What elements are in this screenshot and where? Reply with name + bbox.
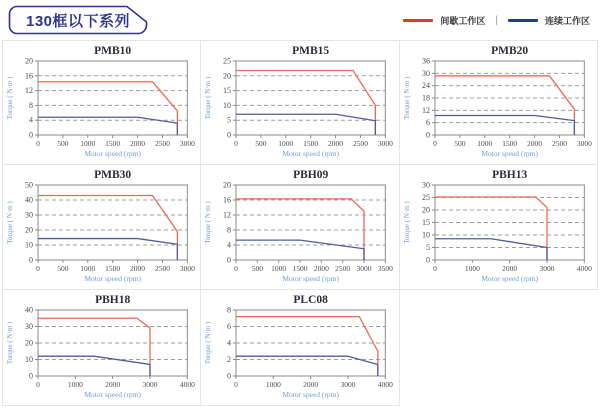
y-tick-label: 25: [223, 56, 232, 66]
x-tick-label: 4000: [378, 380, 394, 389]
x-tick-label: 2000: [130, 139, 146, 148]
chart-cell-pbh13: [400, 165, 598, 290]
y-tick-label: 4: [227, 338, 232, 348]
x-tick-label: 2500: [154, 264, 170, 273]
series-line-continuous: [38, 239, 177, 260]
x-tick-label: 3000: [179, 139, 195, 148]
x-tick-label: 0: [36, 139, 40, 148]
y-tick-label: 36: [421, 56, 430, 66]
x-tick-label: 4000: [576, 264, 592, 273]
y-tick-label: 12: [223, 210, 232, 220]
x-tick-label: 4000: [179, 380, 195, 389]
y-tick-label: 10: [223, 100, 232, 110]
series-line-continuous: [236, 114, 375, 135]
intermittent-line-swatch: [403, 19, 433, 22]
y-tick-label: 30: [421, 180, 430, 190]
y-tick-label: 6: [425, 118, 430, 128]
y-tick-label: 12: [25, 86, 33, 96]
y-tick-label: 5: [425, 243, 430, 252]
x-tick-label: 3000: [340, 380, 356, 389]
y-tick-label: 20: [223, 180, 232, 190]
x-tick-label: 1500: [105, 139, 121, 148]
chart-title: PBH18: [95, 294, 131, 306]
x-tick-label: 2000: [314, 264, 330, 273]
chart-title: PMB15: [292, 45, 330, 57]
legend-label: 连续工作区: [544, 15, 590, 26]
x-axis-label: Motor speed (rpm): [282, 149, 340, 158]
empty-cell: [400, 290, 598, 406]
page-title: 130框以下系列: [25, 12, 131, 30]
chart-cell-pmb15: [201, 41, 399, 165]
x-tick-label: 500: [252, 264, 264, 273]
y-tick-label: 24: [421, 81, 430, 91]
x-tick-label: 500: [57, 139, 69, 148]
continuous-line-swatch: [508, 19, 538, 22]
y-tick-label: 8: [29, 100, 33, 110]
y-tick-label: 50: [25, 180, 33, 190]
y-tick-label: 0: [227, 371, 232, 381]
series-line-intermittent: [236, 199, 364, 260]
x-tick-label: 0: [432, 264, 437, 273]
chart-title: PBH09: [293, 169, 329, 181]
y-tick-label: 4: [29, 115, 33, 125]
chart-grid: [2, 40, 598, 406]
chart-pbh09: [201, 165, 398, 289]
x-axis-label: Motor speed (rpm): [480, 274, 538, 283]
y-axis-label: Torque ( N·m ): [402, 201, 411, 244]
series-line-intermittent: [236, 317, 378, 376]
y-axis-label: Torque ( N·m ): [6, 201, 14, 244]
y-tick-label: 10: [25, 240, 33, 250]
series-line-intermittent: [435, 197, 547, 260]
x-axis-label: Motor speed (rpm): [84, 274, 141, 283]
y-axis-label: Torque ( N·m ): [6, 76, 14, 120]
y-tick-label: 20: [25, 338, 33, 348]
x-tick-label: 3000: [142, 380, 158, 389]
x-tick-label: 1000: [464, 264, 480, 273]
chart-plc08: [201, 290, 398, 405]
x-tick-label: 500: [453, 139, 466, 148]
chart-cell-pmb10: [3, 41, 201, 165]
x-tick-label: 2000: [130, 264, 146, 273]
series-line-intermittent: [38, 82, 177, 135]
y-tick-label: 20: [223, 71, 232, 81]
x-tick-label: 2500: [551, 139, 567, 148]
chart-pbh18: [3, 290, 200, 405]
y-tick-label: 20: [421, 205, 430, 215]
x-axis-label: Motor speed (rpm): [480, 149, 538, 158]
x-tick-label: 1500: [501, 139, 517, 148]
y-tick-label: 30: [25, 322, 33, 331]
y-tick-label: 15: [223, 86, 232, 96]
x-tick-label: 2500: [353, 139, 369, 148]
x-tick-label: 1000: [80, 139, 96, 148]
legend-label: 间歇工作区: [440, 15, 486, 26]
x-tick-label: 500: [57, 264, 69, 273]
y-tick-label: 5: [227, 115, 232, 125]
series-line-continuous: [236, 240, 364, 260]
x-tick-label: 3000: [179, 264, 195, 273]
chart-cell-pmb30: [3, 165, 201, 290]
y-tick-label: 30: [421, 68, 430, 78]
series-line-continuous: [435, 239, 547, 260]
x-tick-label: 1500: [292, 264, 308, 273]
x-tick-label: 3000: [576, 139, 592, 148]
chart-title: PMB10: [94, 45, 132, 57]
header: [0, 0, 600, 40]
y-axis-label: Torque ( N·m ): [402, 76, 411, 120]
y-axis-label: Torque ( N·m ): [6, 321, 14, 365]
y-tick-label: 20: [25, 56, 33, 66]
chart-pmb30: [3, 165, 200, 289]
x-tick-label: 3500: [378, 264, 394, 273]
x-tick-label: 1000: [67, 380, 83, 389]
x-tick-label: 1000: [266, 380, 282, 389]
y-tick-label: 0: [425, 255, 430, 265]
y-tick-label: 0: [227, 255, 232, 265]
chart-cell-pbh09: [201, 165, 399, 290]
x-tick-label: 1000: [278, 139, 294, 148]
x-tick-label: 2000: [526, 139, 542, 148]
x-tick-label: 0: [234, 264, 239, 273]
x-tick-label: 3000: [378, 139, 394, 148]
y-tick-label: 18: [421, 93, 430, 103]
plot-border: [236, 61, 385, 135]
x-tick-label: 1500: [303, 139, 319, 148]
y-tick-label: 4: [227, 240, 232, 250]
series-line-intermittent: [236, 70, 375, 135]
y-tick-label: 40: [25, 195, 33, 205]
y-tick-label: 40: [25, 305, 33, 315]
legend: [403, 0, 590, 40]
series-line-continuous: [435, 115, 574, 135]
x-tick-label: 2000: [328, 139, 344, 148]
y-axis-label: Torque ( N·m ): [204, 321, 213, 365]
y-tick-label: 2: [227, 355, 232, 364]
x-tick-label: 2500: [335, 264, 351, 273]
y-tick-label: 15: [421, 218, 430, 227]
y-tick-label: 0: [425, 130, 430, 140]
x-tick-label: 500: [255, 139, 267, 148]
chart-title: PBH13: [491, 169, 527, 181]
x-tick-label: 1000: [476, 139, 492, 148]
series-line-intermittent: [435, 76, 574, 135]
y-tick-label: 12: [421, 105, 430, 115]
y-tick-label: 25: [421, 193, 430, 202]
chart-pmb20: [400, 41, 597, 164]
y-tick-label: 20: [25, 225, 33, 235]
x-tick-label: 2000: [303, 380, 319, 389]
y-tick-label: 10: [421, 230, 430, 240]
y-tick-label: 0: [29, 255, 33, 265]
x-tick-label: 2000: [501, 264, 517, 273]
chart-pmb15: [201, 41, 398, 164]
series-title-box: [8, 5, 148, 35]
y-tick-label: 6: [227, 322, 232, 331]
plot-border: [38, 185, 187, 260]
chart-title: PMB20: [490, 45, 528, 57]
y-tick-label: 16: [25, 71, 33, 81]
x-tick-label: 0: [36, 264, 40, 273]
x-tick-label: 0: [234, 380, 239, 389]
x-tick-label: 0: [432, 139, 437, 148]
y-tick-label: 0: [29, 371, 33, 381]
y-tick-label: 8: [227, 225, 232, 235]
chart-pbh13: [400, 165, 597, 289]
x-tick-label: 2000: [105, 380, 121, 389]
x-tick-label: 1000: [80, 264, 96, 273]
y-axis-label: Torque ( N·m ): [204, 201, 213, 244]
chart-title: PLC08: [293, 294, 329, 306]
chart-pmb10: [3, 41, 200, 164]
legend-item-intermittent: [403, 14, 485, 27]
x-axis-label: Motor speed (rpm): [282, 274, 340, 283]
x-axis-label: Motor speed (rpm): [84, 390, 141, 399]
chart-title: PMB30: [94, 169, 132, 181]
chart-cell-pmb20: [400, 41, 598, 165]
y-tick-label: 0: [227, 130, 232, 140]
x-axis-label: Motor speed (rpm): [282, 390, 340, 399]
x-tick-label: 0: [36, 380, 40, 389]
legend-separator: |: [495, 14, 498, 26]
y-tick-label: 0: [29, 130, 33, 140]
x-axis-label: Motor speed (rpm): [84, 149, 141, 158]
y-tick-label: 10: [25, 355, 33, 364]
series-line-intermittent: [38, 196, 177, 261]
x-tick-label: 3000: [356, 264, 372, 273]
legend-item-continuous: [508, 14, 590, 27]
x-tick-label: 0: [234, 139, 239, 148]
y-tick-label: 16: [223, 195, 232, 205]
chart-cell-pbh18: [3, 290, 201, 406]
x-tick-label: 1000: [271, 264, 287, 273]
y-tick-label: 8: [227, 305, 232, 315]
series-line-continuous: [38, 117, 177, 135]
plot-border: [38, 61, 187, 135]
chart-cell-plc08: [201, 290, 399, 406]
x-tick-label: 3000: [539, 264, 555, 273]
y-tick-label: 30: [25, 210, 33, 220]
x-tick-label: 2500: [154, 139, 170, 148]
y-axis-label: Torque ( N·m ): [204, 76, 213, 120]
x-tick-label: 1500: [105, 264, 121, 273]
